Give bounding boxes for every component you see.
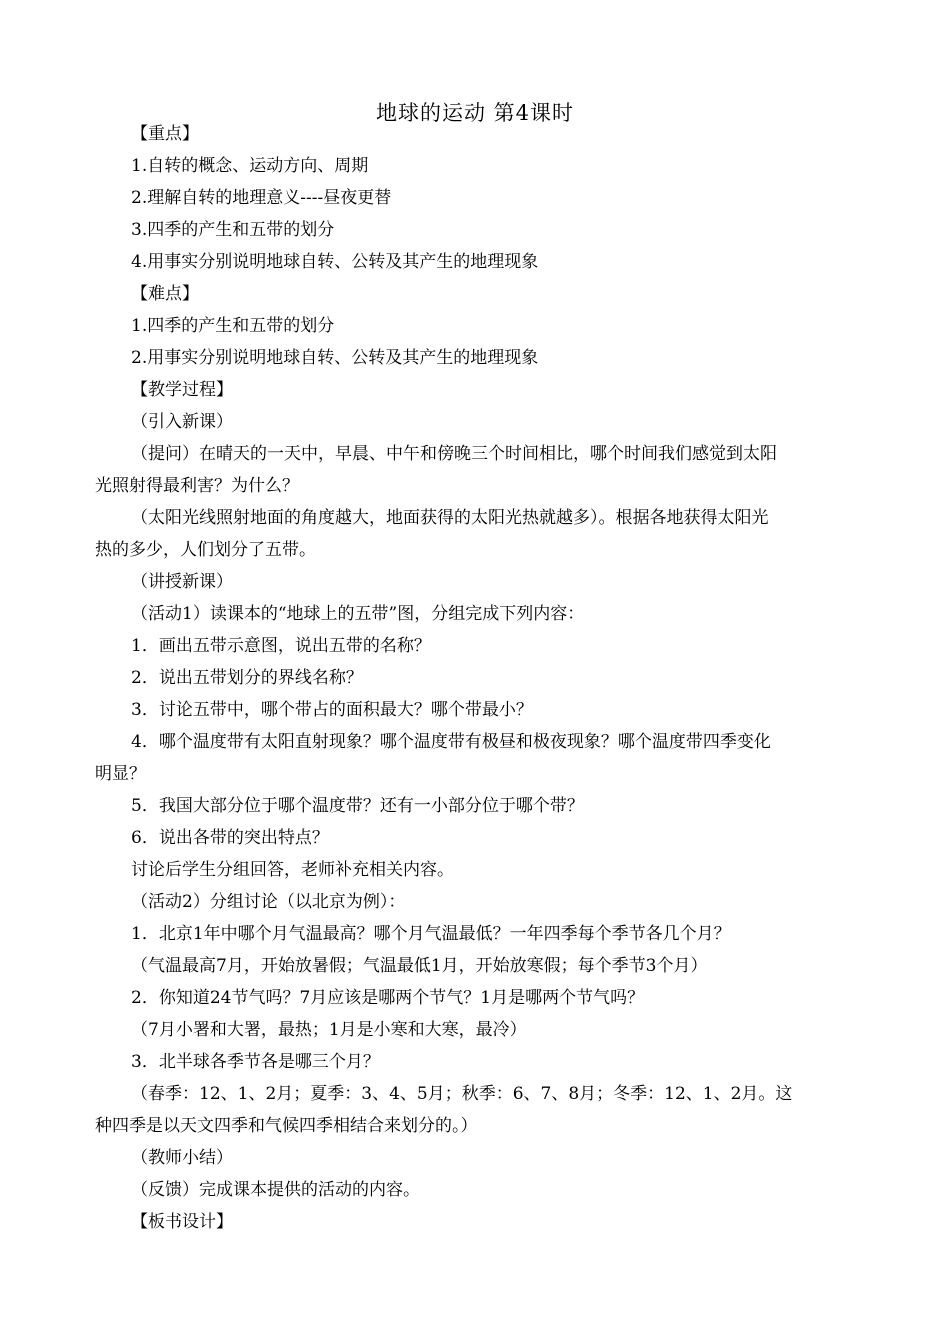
paragraph-line: （活动1）读课本的“地球上的五带”图，分组完成下列内容： (131, 604, 585, 624)
paragraph-line: （活动2）分组讨论（以北京为例）： (131, 892, 406, 912)
paragraph-line: （讲授新课） (131, 572, 233, 592)
paragraph-line: （提问）在晴天的一天中，早晨、中午和傍晚三个时间相比，哪个时间我们感觉到太阳 (131, 444, 777, 464)
paragraph-line: （教师小结） (131, 1148, 233, 1168)
paragraph-line: 3．北半球各季节各是哪三个月？ (131, 1052, 380, 1072)
paragraph-line: 2.用事实分别说明地球自转、公转及其产生的地理现象 (131, 348, 539, 368)
paragraph-line: （引入新课） (131, 412, 233, 432)
paragraph-line: 1．北京1年中哪个月气温最高？哪个月气温最低？一年四季每个季节各几个月？ (131, 924, 731, 944)
paragraph-line: （气温最高7月，开始放暑假；气温最低1月，开始放寒假；每个季节3个月） (131, 956, 708, 976)
page-title: 地球的运动 第4课时 (375, 101, 575, 125)
paragraph-line: 热的多少，人们划分了五带。 (95, 540, 316, 560)
paragraph-line: 种四季是以天文四季和气候四季相结合来划分的。） (95, 1116, 478, 1136)
paragraph-line: 明显？ (95, 764, 146, 784)
paragraph-line: 4．哪个温度带有太阳直射现象？哪个温度带有极昼和极夜现象？哪个温度带四季变化 (131, 732, 771, 752)
paragraph-line: 【难点】 (131, 284, 199, 304)
paragraph-line: 2.理解自转的地理意义----昼夜更替 (131, 188, 392, 208)
paragraph-line: （反馈）完成课本提供的活动的内容。 (131, 1180, 420, 1200)
paragraph-line: 2．说出五带划分的界线名称？ (131, 668, 363, 688)
paragraph-line: 3．讨论五带中，哪个带占的面积最大？哪个带最小？ (131, 700, 533, 720)
paragraph-line: 2．你知道24节气吗？7月应该是哪两个节气？1月是哪两个节气吗？ (131, 988, 645, 1008)
paragraph-line: 光照射得最利害？为什么？ (95, 476, 299, 496)
paragraph-line: 6．说出各带的突出特点？ (131, 828, 329, 848)
paragraph-line: （太阳光线照射地面的角度越大，地面获得的太阳光热就越多）。根据各地获得太阳光 (131, 508, 769, 528)
paragraph-line: 【板书设计】 (131, 1212, 233, 1232)
paragraph-line: 1.四季的产生和五带的划分 (131, 316, 335, 336)
paragraph-line: 【教学过程】 (131, 380, 233, 400)
paragraph-line: （7月小署和大署，最热；1月是小寒和大寒，最冷） (131, 1020, 527, 1040)
paragraph-line: 1.自转的概念、运动方向、周期 (131, 156, 369, 176)
paragraph-line: （春季：12、1、2月；夏季：3、4、5月；秋季：6、7、8月；冬季：12、1、2月。这 (131, 1084, 793, 1104)
paragraph-line: 4.用事实分别说明地球自转、公转及其产生的地理现象 (131, 252, 539, 272)
paragraph-line: 5．我国大部分位于哪个温度带？还有一小部分位于哪个带？ (131, 796, 584, 816)
paragraph-line: 1．画出五带示意图，说出五带的名称？ (131, 636, 431, 656)
paragraph-line: 【重点】 (131, 124, 199, 144)
paragraph-line: 讨论后学生分组回答，老师补充相关内容。 (131, 860, 454, 880)
paragraph-line: 3.四季的产生和五带的划分 (131, 220, 335, 240)
